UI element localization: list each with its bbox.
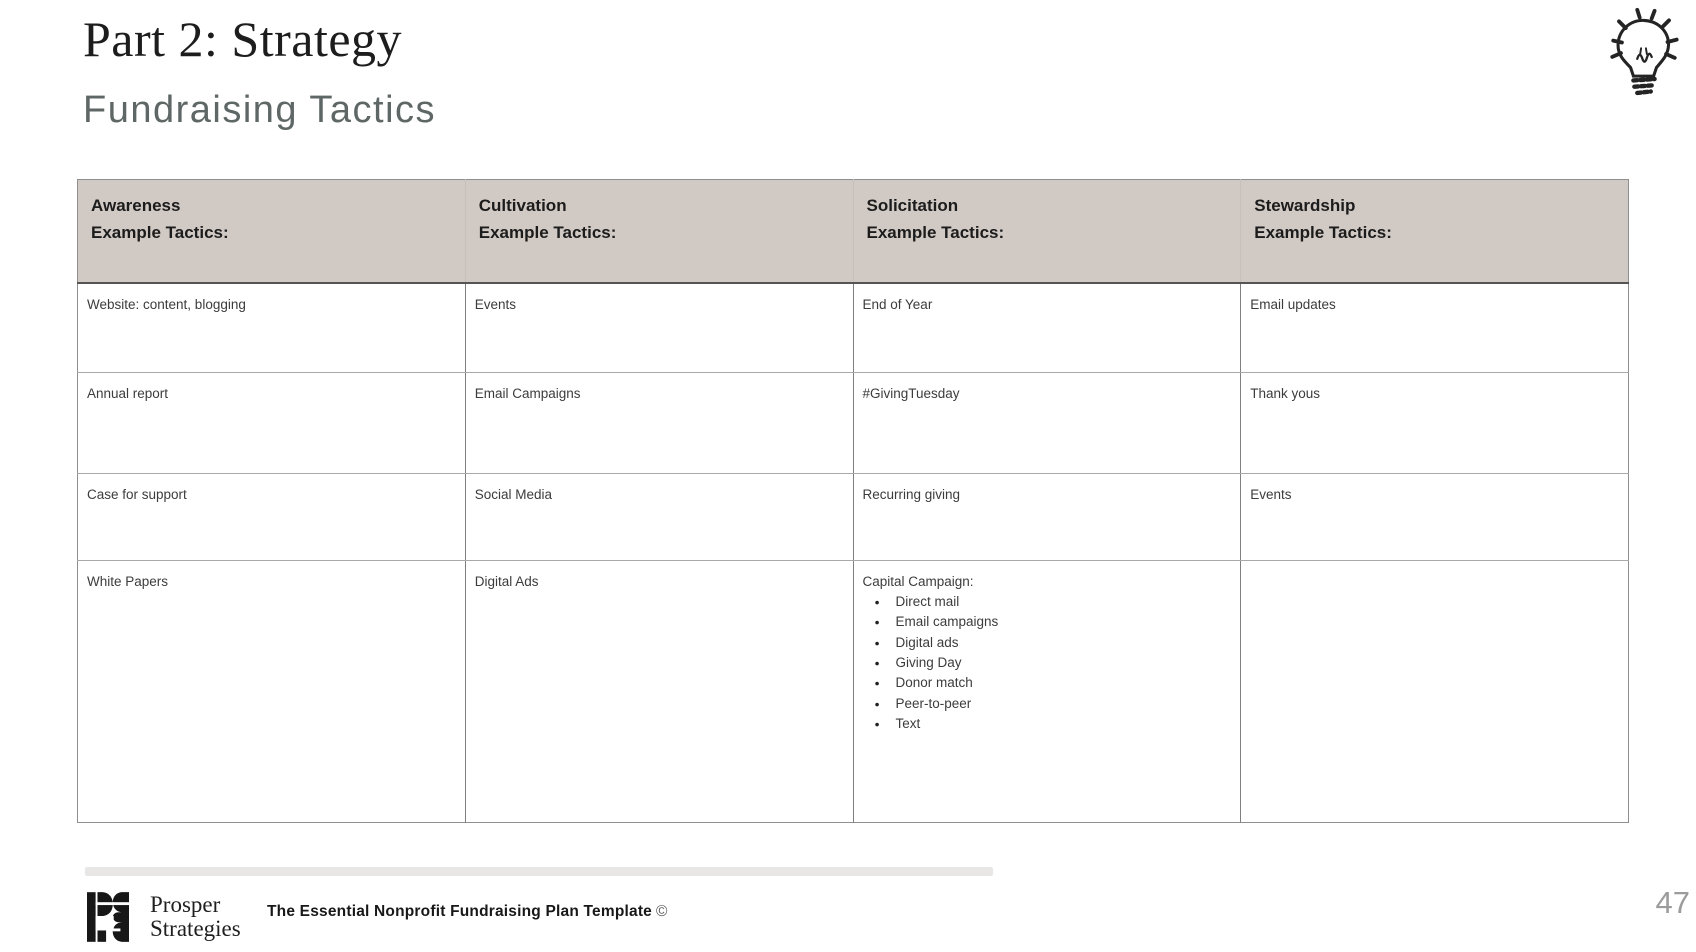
column-title: Awareness xyxy=(91,196,181,215)
column-title: Solicitation xyxy=(866,196,959,215)
page-subtitle: Fundraising Tactics xyxy=(83,89,437,131)
page-number: 47 xyxy=(1655,885,1690,920)
cell-awareness-2: Annual report xyxy=(78,373,466,474)
cell-stewardship-3: Events xyxy=(1241,474,1629,561)
table-row xyxy=(78,561,1629,823)
column-header-solicitation xyxy=(853,180,1241,283)
list-item: ● Direct mail xyxy=(896,594,1233,611)
footer-template-title xyxy=(267,903,668,921)
column-header-awareness xyxy=(78,180,466,283)
table-header-row xyxy=(78,180,1629,283)
column-subtitle: Example Tactics: xyxy=(866,223,1005,243)
page-title: Part 2: Strategy xyxy=(83,11,403,67)
cell-cultivation-4: Digital Ads xyxy=(465,561,853,823)
column-subtitle: Example Tactics: xyxy=(91,223,229,243)
column-title: Cultivation xyxy=(478,196,567,215)
cell-stewardship-4 xyxy=(1241,561,1629,823)
table-row xyxy=(78,283,1629,373)
copyright-symbol: © xyxy=(656,903,668,920)
template-title-text: The Essential Nonprofit Fundraising Plan Template xyxy=(267,903,653,920)
prosper-strategies-logo-icon xyxy=(87,892,129,942)
prosper-strategies-wordmark xyxy=(150,893,241,941)
table-row xyxy=(78,373,1629,474)
cell-stewardship-2: Thank yous xyxy=(1241,373,1629,474)
cell-cultivation-3: Social Media xyxy=(465,474,853,561)
cell-solicitation-4 xyxy=(853,561,1241,823)
cell-awareness-4: White Papers xyxy=(78,561,466,823)
cell-solicitation-3: Recurring giving xyxy=(853,474,1241,561)
cell-cultivation-1: Events xyxy=(465,283,853,373)
footer-progress-bar xyxy=(85,867,993,876)
wordmark-line-2: Strategies xyxy=(150,915,241,941)
column-header-stewardship xyxy=(1241,180,1629,283)
cell-awareness-3: Case for support xyxy=(78,474,466,561)
column-header-cultivation xyxy=(465,180,853,283)
cell-solicitation-2: #GivingTuesday xyxy=(853,373,1241,474)
list-item: ● Digital ads xyxy=(896,635,1233,652)
lightbulb-icon xyxy=(1597,6,1691,104)
list-item: ● Text xyxy=(896,716,1233,733)
cell-cultivation-2: Email Campaigns xyxy=(465,373,853,474)
capital-campaign-list xyxy=(863,594,1233,733)
list-item: ● Peer-to-peer xyxy=(896,696,1233,713)
cell-solicitation-1: End of Year xyxy=(853,283,1241,373)
fundraising-tactics-table xyxy=(77,179,1629,823)
column-subtitle: Example Tactics: xyxy=(478,223,617,243)
table-row xyxy=(78,474,1629,561)
cell-stewardship-1: Email updates xyxy=(1241,283,1629,373)
list-item: ● Donor match xyxy=(896,675,1233,692)
cell-awareness-1: Website: content, blogging xyxy=(78,283,466,373)
column-title: Stewardship xyxy=(1254,196,1356,215)
list-item: ● Giving Day xyxy=(896,655,1233,672)
capital-campaign-title: Capital Campaign: xyxy=(862,574,974,589)
column-subtitle: Example Tactics: xyxy=(1254,223,1392,243)
list-item: ● Email campaigns xyxy=(896,614,1233,631)
wordmark-line-1: Prosper xyxy=(150,892,221,917)
